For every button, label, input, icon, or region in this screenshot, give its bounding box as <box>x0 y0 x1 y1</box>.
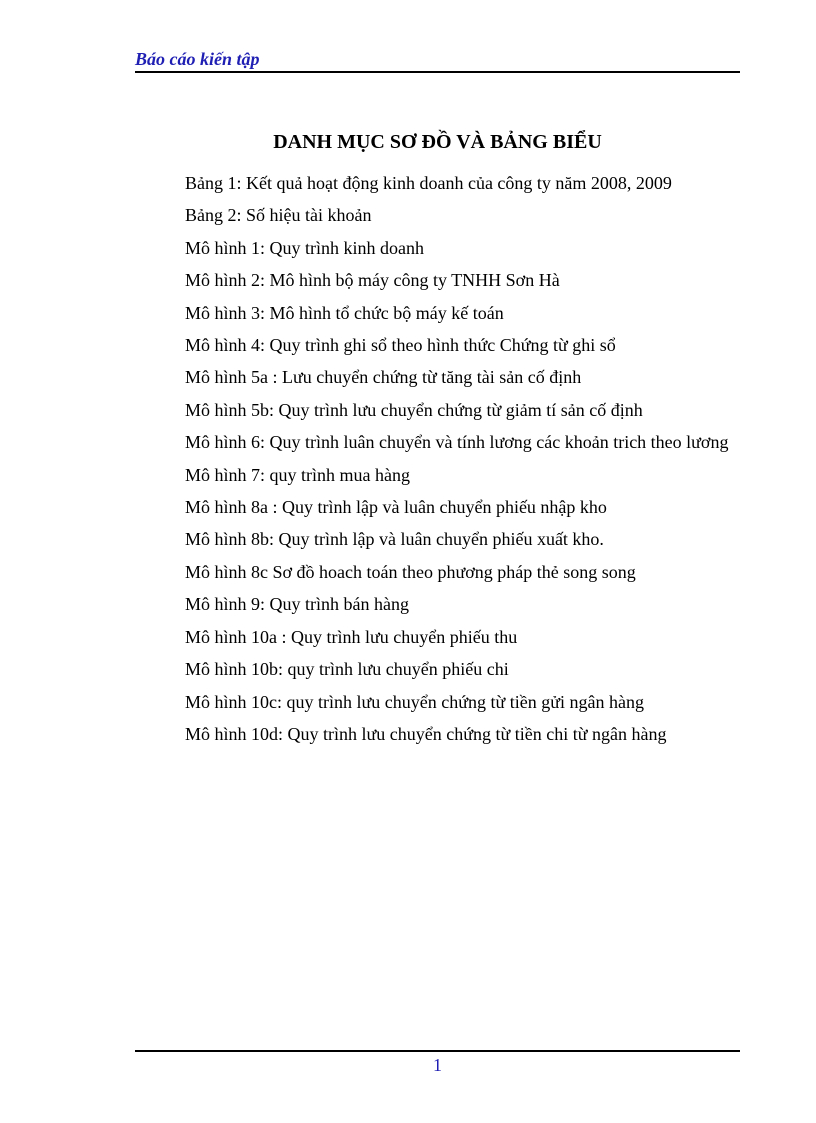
page-title: DANH MỤC SƠ ĐỒ VÀ BẢNG BIỂU <box>273 131 602 153</box>
list-item: Mô hình 8c Sơ đồ hoach toán theo phương pháp thẻ song song <box>185 561 636 582</box>
list-item: Mô hình 10d: Quy trình lưu chuyển chứng từ tiền chi từ ngân hàng <box>185 723 667 744</box>
figure-table-list <box>135 167 738 750</box>
page-number: 1 <box>433 1055 442 1075</box>
footer-divider <box>135 1050 740 1052</box>
list-item: Mô hình 9: Quy trình bán hàng <box>185 594 409 615</box>
list-item: Bảng 1: Kết quả hoạt động kinh doanh của công ty năm 2008, 2009 <box>185 173 672 193</box>
list-item: Mô hình 10c: quy trình lưu chuyển chứng từ tiền gửi ngân hàng <box>185 691 644 712</box>
list-item: Mô hình 10a : Quy trình lưu chuyển phiếu thu <box>185 626 518 647</box>
list-item: Mô hình 4: Quy trình ghi sổ theo hình thức Chứng từ ghi sổ <box>185 335 616 356</box>
list-item: Mô hình 10b: quy trình lưu chuyển phiếu chi <box>185 659 509 680</box>
list-item: Mô hình 8b: Quy trình lập và luân chuyển phiếu xuất kho. <box>185 529 604 550</box>
list-item: Mô hình 1: Quy trình kinh doanh <box>185 237 424 258</box>
list-item: Mô hình 5b: Quy trình lưu chuyển chứng từ giảm tí sản cố định <box>185 399 643 420</box>
list-item: Mô hình 8a : Quy trình lập và luân chuyển phiếu nhập kho <box>185 497 607 518</box>
list-item: Bảng 2: Số hiệu tài khoản <box>185 205 372 226</box>
list-item: Mô hình 7: quy trình mua hàng <box>185 464 410 485</box>
list-item: Mô hình 2: Mô hình bộ máy công ty TNHH Sơn Hà <box>185 270 560 291</box>
list-item: Mô hình 6: Quy trình luân chuyển và tính lương các khoản trich theo lương <box>185 432 729 453</box>
list-item: Mô hình 5a : Lưu chuyển chứng từ tăng tài sản cố định <box>185 367 582 388</box>
running-header-title: Báo cáo kiến tập <box>135 49 260 69</box>
list-item: Mô hình 3: Mô hình tổ chức bộ máy kế toán <box>185 302 504 323</box>
header-divider <box>135 71 740 73</box>
